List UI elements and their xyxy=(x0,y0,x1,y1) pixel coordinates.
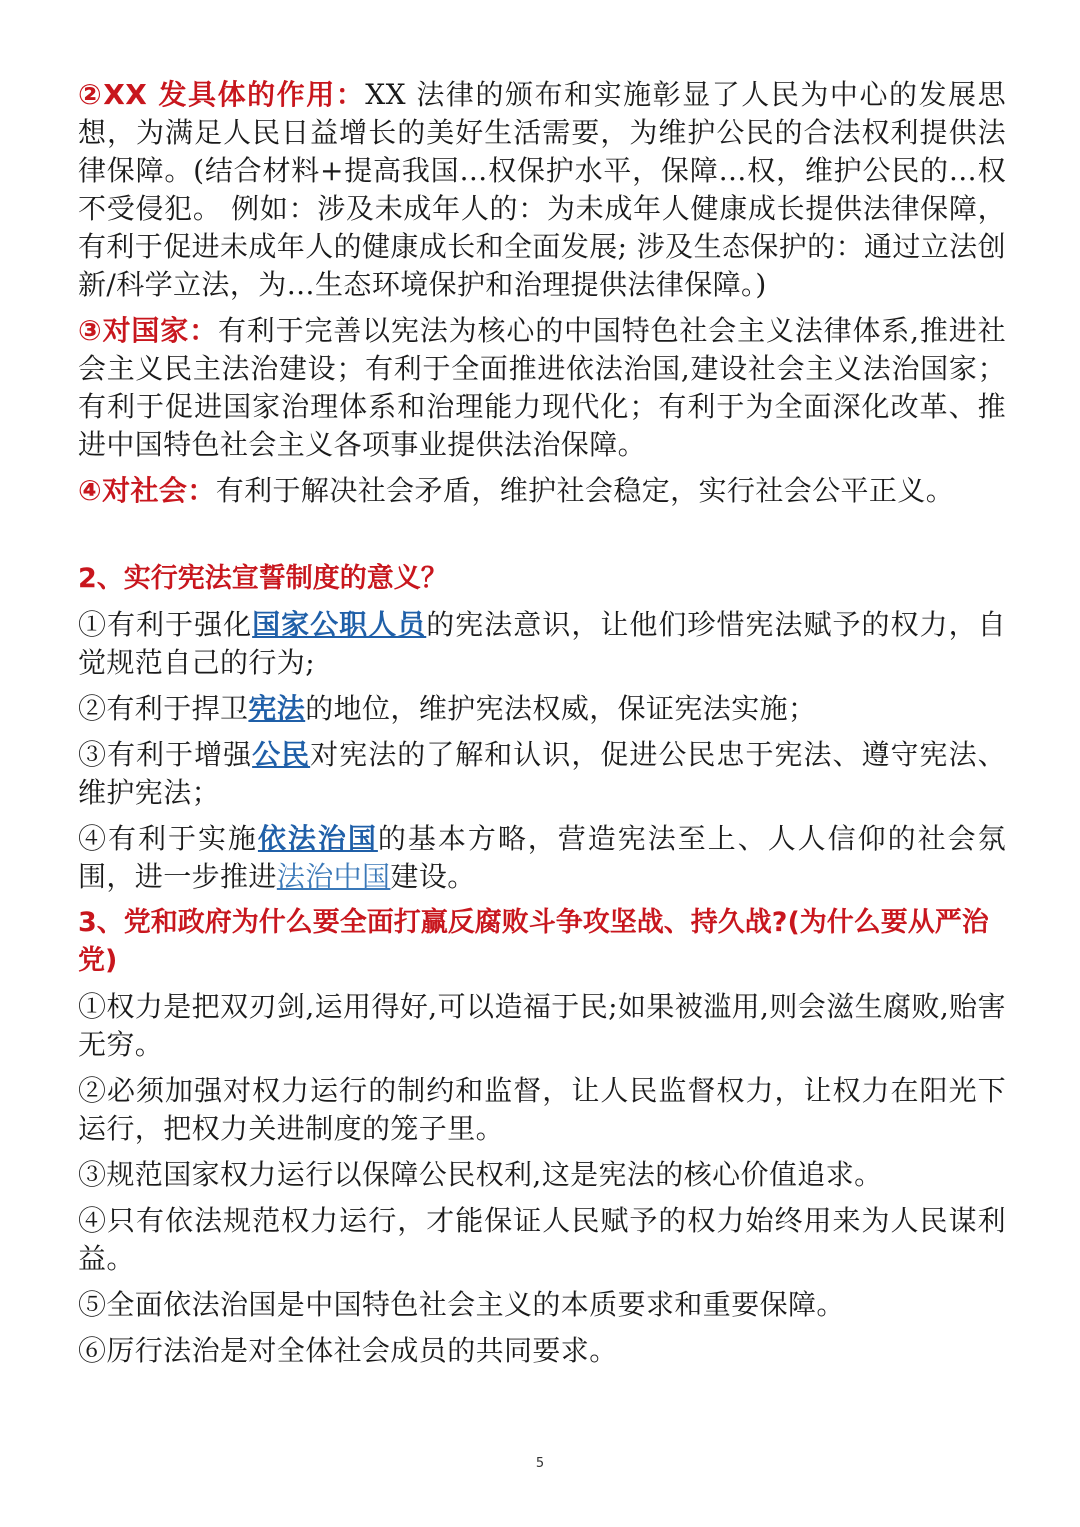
paragraph-text: XX 法律的颁布和实施彰显了人民为中心的发展思想，为满足人民日益增长的美好生活需要，为维护公民的合法权利提供法律保障。(结合材料+提高我国…权保护水平，保障…权，维护公民的…权不受侵犯。 例如：涉及未成年人的：为未成年人健康成长提供法律保障，有利于促进未成年人的健康成长和全面发展; 涉及生态保护的：通过立法创新/科学立法，为…生态环境保护和治理提供法律保障。) xyxy=(78,78,1006,301)
list-item xyxy=(78,690,1006,728)
section-heading-anti-corruption: 3、党和政府为什么要全面打赢反腐败斗争攻坚战、持久战?(为什么要从严治党) xyxy=(78,907,989,976)
term-link-public-officials[interactable]: 国家公职人员 xyxy=(252,608,427,641)
paragraph-label: XX 发具体的作用： xyxy=(103,78,366,111)
term-link-law-based-china[interactable]: 法治中国 xyxy=(276,860,391,893)
term-link-rule-of-law[interactable]: 依法治国 xyxy=(257,822,378,855)
term-link-citizens[interactable]: 公民 xyxy=(252,738,311,771)
list-item: ②必须加强对权力运行的制约和监督，让人民监督权力，让权力在阳光下运行，把权力关进制度的笼子里。 xyxy=(78,1074,1006,1145)
term-link-constitution[interactable]: 宪法 xyxy=(248,692,306,725)
paragraph-label: 对社会： xyxy=(102,474,216,507)
item-text: 的基本方略，营造宪法至上、人人信仰的社会氛围，进一步推进 xyxy=(78,822,1006,893)
item-text: 的地位，维护宪法权威，保证宪法实施； xyxy=(305,692,817,725)
page-number: 5 xyxy=(535,1456,545,1471)
paragraph-for-nation xyxy=(78,312,1006,464)
list-item: ⑥厉行法治是对全体社会成员的共同要求。 xyxy=(78,1334,618,1367)
item-text: ②有利于捍卫 xyxy=(78,692,249,725)
item-text: 的宪法意识，让他们珍惜宪法赋予的权力，自觉规范自己的行为; xyxy=(78,608,1007,679)
item-text: 建设。 xyxy=(390,860,476,893)
item-text: ④有利于实施 xyxy=(78,822,258,855)
list-item: ⑤全面依法治国是中国特色社会主义的本质要求和重要保障。 xyxy=(78,1288,845,1321)
list-item: ①权力是把双刃剑,运用得好,可以造福于民;如果被滥用,则会滋生腐败,贻害无穷。 xyxy=(78,990,1006,1061)
paragraph-text: 有利于完善以宪法为核心的中国特色社会主义法律体系,推进社会主义民主法治建设；有利于全面推进依法治国,建设社会主义法治国家；有利于促进国家治理体系和治理能力现代化；有利于为全面深化改革、推进中国特色社会主义各项事业提供法治保障。 xyxy=(78,314,1006,461)
paragraph-text: 有利于解决社会矛盾，维护社会稳定，实行社会公平正义。 xyxy=(215,474,955,507)
list-item xyxy=(78,606,1006,682)
section-heading-oath: 2、实行宪法宣誓制度的意义？ xyxy=(78,563,448,594)
paragraph-for-society xyxy=(78,472,1006,510)
item-text: 对宪法的了解和认识，促进公民忠于宪法、遵守宪法、维护宪法； xyxy=(78,738,1006,809)
document-body xyxy=(78,76,1006,1378)
item-text: ③有利于增强 xyxy=(78,738,253,771)
item-text: ①有利于强化 xyxy=(78,608,253,641)
paragraph-marker: ③ xyxy=(78,314,103,347)
paragraph-label: 对国家： xyxy=(102,314,218,347)
paragraph-marker: ④ xyxy=(78,474,103,507)
list-item: ③规范国家权力运行以保障公民权利,这是宪法的核心价值追求。 xyxy=(78,1158,883,1191)
list-item: ④只有依法规范权力运行，才能保证人民赋予的权力始终用来为人民谋利益。 xyxy=(78,1204,1006,1275)
paragraph-specific-role xyxy=(78,76,1006,304)
paragraph-marker: ② xyxy=(78,78,104,111)
list-item xyxy=(78,820,1006,896)
list-item xyxy=(78,736,1006,812)
